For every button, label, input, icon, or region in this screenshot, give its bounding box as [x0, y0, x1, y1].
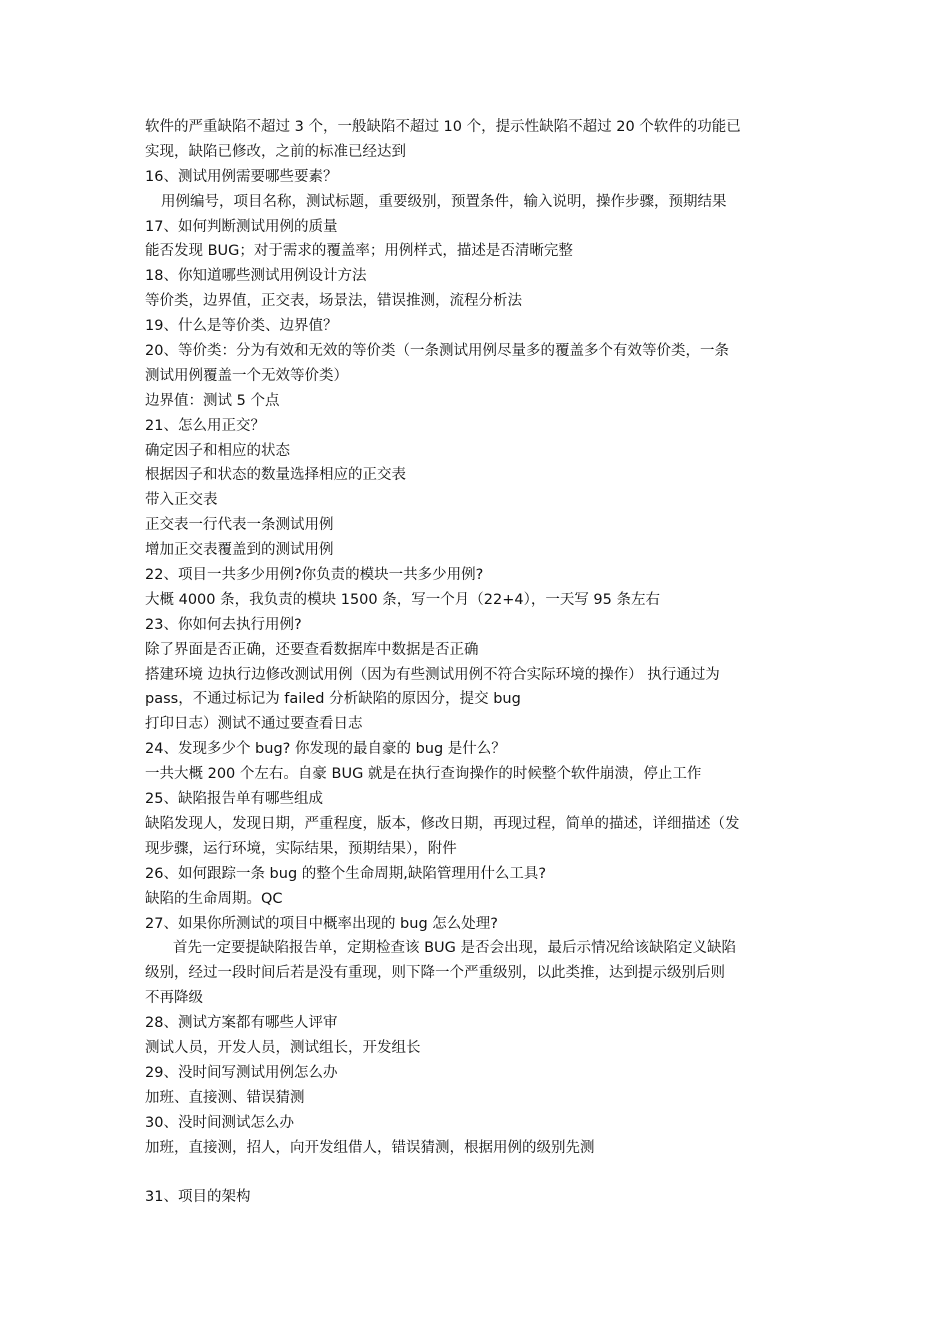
text-line: 首先一定要提缺陷报告单，定期检查该 BUG 是否会出现，最后示情况给该缺陷定义缺陷 — [173, 940, 737, 957]
text-line: 加班、直接测、错误猜测 — [145, 1089, 305, 1106]
text-line: 搭建环境 边执行边修改测试用例（因为有些测试用例不符合实际环境的操作） 执行通过为 — [145, 666, 720, 683]
text-line: 21、怎么用正交？ — [145, 417, 265, 434]
text-line: 测试用例覆盖一个无效等价类） — [145, 367, 348, 384]
text-line: 增加正交表覆盖到的测试用例 — [145, 542, 334, 559]
text-line: 19、什么是等价类、边界值？ — [145, 318, 338, 335]
text-line: 不再降级 — [145, 990, 203, 1007]
text-line: 26、如何跟踪一条 bug 的整个生命周期,缺陷管理用什么工具? — [145, 865, 547, 882]
text-line: 缺陷发现人，发现日期，严重程度，版本，修改日期，再现过程，简单的描述，详细描述（发 — [145, 815, 740, 832]
text-line: 打印日志）测试不通过要查看日志 — [145, 716, 363, 733]
text-line: 实现，缺陷已修改，之前的标准已经达到 — [145, 143, 406, 160]
text-line: 现步骤，运行环境，实际结果，预期结果），附件 — [145, 840, 457, 857]
text-line: 软件的严重缺陷不超过 3 个，一般缺陷不超过 10 个，提示性缺陷不超过 20 个软件的功能已 — [145, 119, 741, 135]
text-line: 24、发现多少个 bug? 你发现的最自豪的 bug 是什么？ — [145, 741, 506, 758]
text-line: 25、缺陷报告单有哪些组成 — [145, 791, 323, 808]
text-line: 除了界面是否正确，还要查看数据库中数据是否正确 — [145, 641, 479, 658]
text-line: 能否发现 BUG；对于需求的覆盖率；用例样式，描述是否清晰完整 — [145, 243, 573, 260]
text-line: 17、如何判断测试用例的质量 — [145, 218, 338, 235]
text-line: 28、测试方案都有哪些人评审 — [145, 1015, 338, 1032]
text-line: 确定因子和相应的状态 — [145, 442, 290, 459]
text-line: 18、你知道哪些测试用例设计方法 — [145, 268, 367, 285]
text-line: 29、没时间写测试用例怎么办 — [145, 1064, 338, 1081]
document-body — [145, 115, 810, 1210]
text-line: 27、如果你所测试的项目中概率出现的 bug 怎么处理? — [145, 915, 498, 932]
text-line: 30、没时间测试怎么办 — [145, 1114, 294, 1131]
text-line: 22、项目一共多少用例?你负责的模块一共多少用例? — [145, 567, 484, 584]
text-line: 20、等价类：分为有效和无效的等价类（一条测试用例尽量多的覆盖多个有效等价类，一条 — [145, 343, 729, 360]
text-line: 带入正交表 — [145, 492, 218, 509]
text-line: 根据因子和状态的数量选择相应的正交表 — [145, 467, 406, 484]
text-line: 边界值：测试 5 个点 — [145, 392, 280, 409]
text-line: 正交表一行代表一条测试用例 — [145, 517, 334, 534]
text-line: pass，不通过标记为 failed 分析缺陷的原因分，提交 bug — [145, 691, 521, 708]
text-line: 用例编号，项目名称，测试标题，重要级别，预置条件，输入说明，操作步骤，预期结果 — [161, 193, 727, 210]
text-line: 大概 4000 条，我负责的模块 1500 条，写一个月（22+4），一天写 95 条左右 — [145, 591, 660, 608]
blank-line — [145, 1160, 810, 1185]
text-line: 加班，直接测，招人，向开发组借人，错误猜测，根据用例的级别先测 — [145, 1139, 595, 1156]
text-line: 级别，经过一段时间后若是没有重现，则下降一个严重级别，以此类推，达到提示级别后则 — [145, 965, 725, 982]
text-line: 31、项目的架构 — [145, 1189, 251, 1206]
text-line: 测试人员，开发人员，测试组长，开发组长 — [145, 1039, 421, 1056]
text-line: 23、你如何去执行用例? — [145, 616, 302, 633]
text-line: 16、测试用例需要哪些要素？ — [145, 168, 338, 185]
text-line: 缺陷的生命周期。QC — [145, 890, 283, 907]
text-line: 一共大概 200 个左右。自豪 BUG 就是在执行查询操作的时候整个软件崩溃，停止工作 — [145, 766, 702, 783]
text-line: 等价类，边界值，正交表，场景法，错误推测，流程分析法 — [145, 293, 522, 310]
